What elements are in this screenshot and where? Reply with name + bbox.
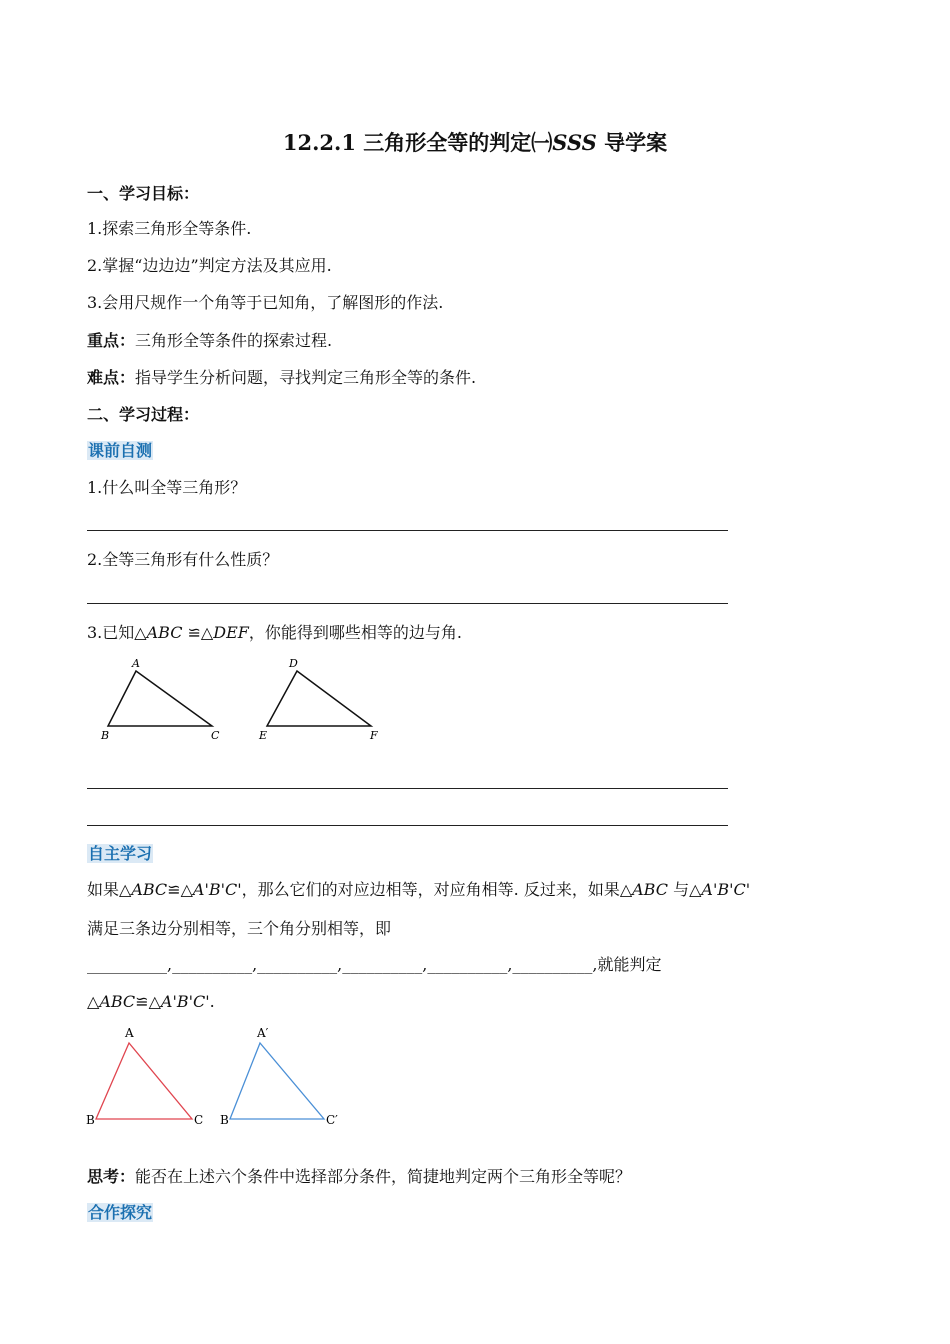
label-c: C bbox=[211, 729, 220, 742]
key-point-label: 重点： bbox=[87, 331, 136, 350]
label-d: D bbox=[289, 657, 298, 670]
title-main: 12.2.1 三角形全等的判定㈠ bbox=[282, 130, 553, 155]
process-heading: 二、学习过程： bbox=[87, 405, 200, 424]
title-tail: 导学案 bbox=[596, 130, 668, 155]
triangle-abc-red bbox=[96, 1043, 192, 1119]
pretest-heading: 课前自测 bbox=[88, 441, 153, 460]
label-b-prime: B bbox=[220, 1113, 229, 1127]
difficulty-point bbox=[87, 367, 476, 389]
page-title bbox=[0, 127, 950, 157]
cooperate-heading-row bbox=[87, 1202, 153, 1224]
objective-1: 1.探索三角形全等条件. bbox=[87, 219, 252, 238]
objectives-heading: 一、学习目标： bbox=[87, 184, 200, 203]
label-b: B bbox=[101, 729, 110, 742]
think-question bbox=[87, 1166, 631, 1188]
label-a: A bbox=[132, 657, 140, 670]
label-f: F bbox=[370, 729, 378, 742]
triangle-a-prime-b-prime-c-prime-blue bbox=[230, 1043, 324, 1119]
pretest-heading-row bbox=[87, 440, 153, 462]
think-text: 能否在上述六个条件中选择部分条件，简捷地判定两个三角形全等呢？ bbox=[135, 1167, 632, 1186]
difficulty-label: 难点： bbox=[87, 368, 136, 387]
answer-line[interactable] bbox=[87, 825, 728, 826]
self-study-heading-row bbox=[87, 843, 153, 865]
triangles-abc-def-figure bbox=[90, 655, 400, 750]
key-point bbox=[87, 330, 332, 352]
label-e: E bbox=[259, 729, 268, 742]
self-study-paragraph-2: 满足三条边分别相等，三个角分别相等，即 bbox=[87, 919, 392, 938]
think-label: 思考： bbox=[87, 1167, 136, 1186]
difficulty-text: 指导学生分析问题，寻找判定三角形全等的条件. bbox=[135, 368, 477, 387]
self-study-heading: 自主学习 bbox=[88, 844, 153, 863]
label-a: A bbox=[125, 1026, 134, 1040]
self-study-blanks[interactable]: __________,__________,__________,__________,__________,__________,就能判定 bbox=[87, 955, 662, 974]
triangle-def bbox=[267, 671, 371, 726]
pretest-question-1: 1.什么叫全等三角形？ bbox=[87, 478, 247, 497]
self-study-paragraph-1: 如果△ABC≌△A'B'C'，那么它们的对应边相等，对应角相等. 反过来，如果△ABC 与△A'B'C' bbox=[87, 880, 751, 899]
label-b: B bbox=[86, 1113, 95, 1127]
pretest-question-3: 3.已知△ABC ≌△DEF，你能得到哪些相等的边与角. bbox=[87, 623, 462, 642]
self-study-paragraph-4: △ABC≌△A'B'C'. bbox=[87, 992, 215, 1011]
triangle-abc bbox=[108, 671, 212, 726]
cooperate-heading: 合作探究 bbox=[88, 1203, 153, 1222]
label-c-prime: C′ bbox=[326, 1113, 338, 1127]
triangles-colored-figure bbox=[84, 1022, 354, 1132]
title-sss: SSS bbox=[552, 130, 597, 155]
answer-line[interactable] bbox=[87, 603, 728, 604]
label-c: C bbox=[194, 1113, 204, 1127]
answer-line[interactable] bbox=[87, 788, 728, 789]
fill-in-blanks[interactable]: __________,__________,__________,__________,__________,__________, bbox=[87, 955, 598, 974]
objective-2: 2.掌握“边边边”判定方法及其应用. bbox=[87, 256, 332, 275]
pretest-question-2: 2.全等三角形有什么性质？ bbox=[87, 550, 279, 569]
label-a-prime: A′ bbox=[257, 1026, 269, 1040]
answer-line[interactable] bbox=[87, 530, 728, 531]
objective-3: 3.会用尺规作一个角等于已知角，了解图形的作法. bbox=[87, 293, 444, 312]
key-point-text: 三角形全等条件的探索过程. bbox=[135, 331, 333, 350]
